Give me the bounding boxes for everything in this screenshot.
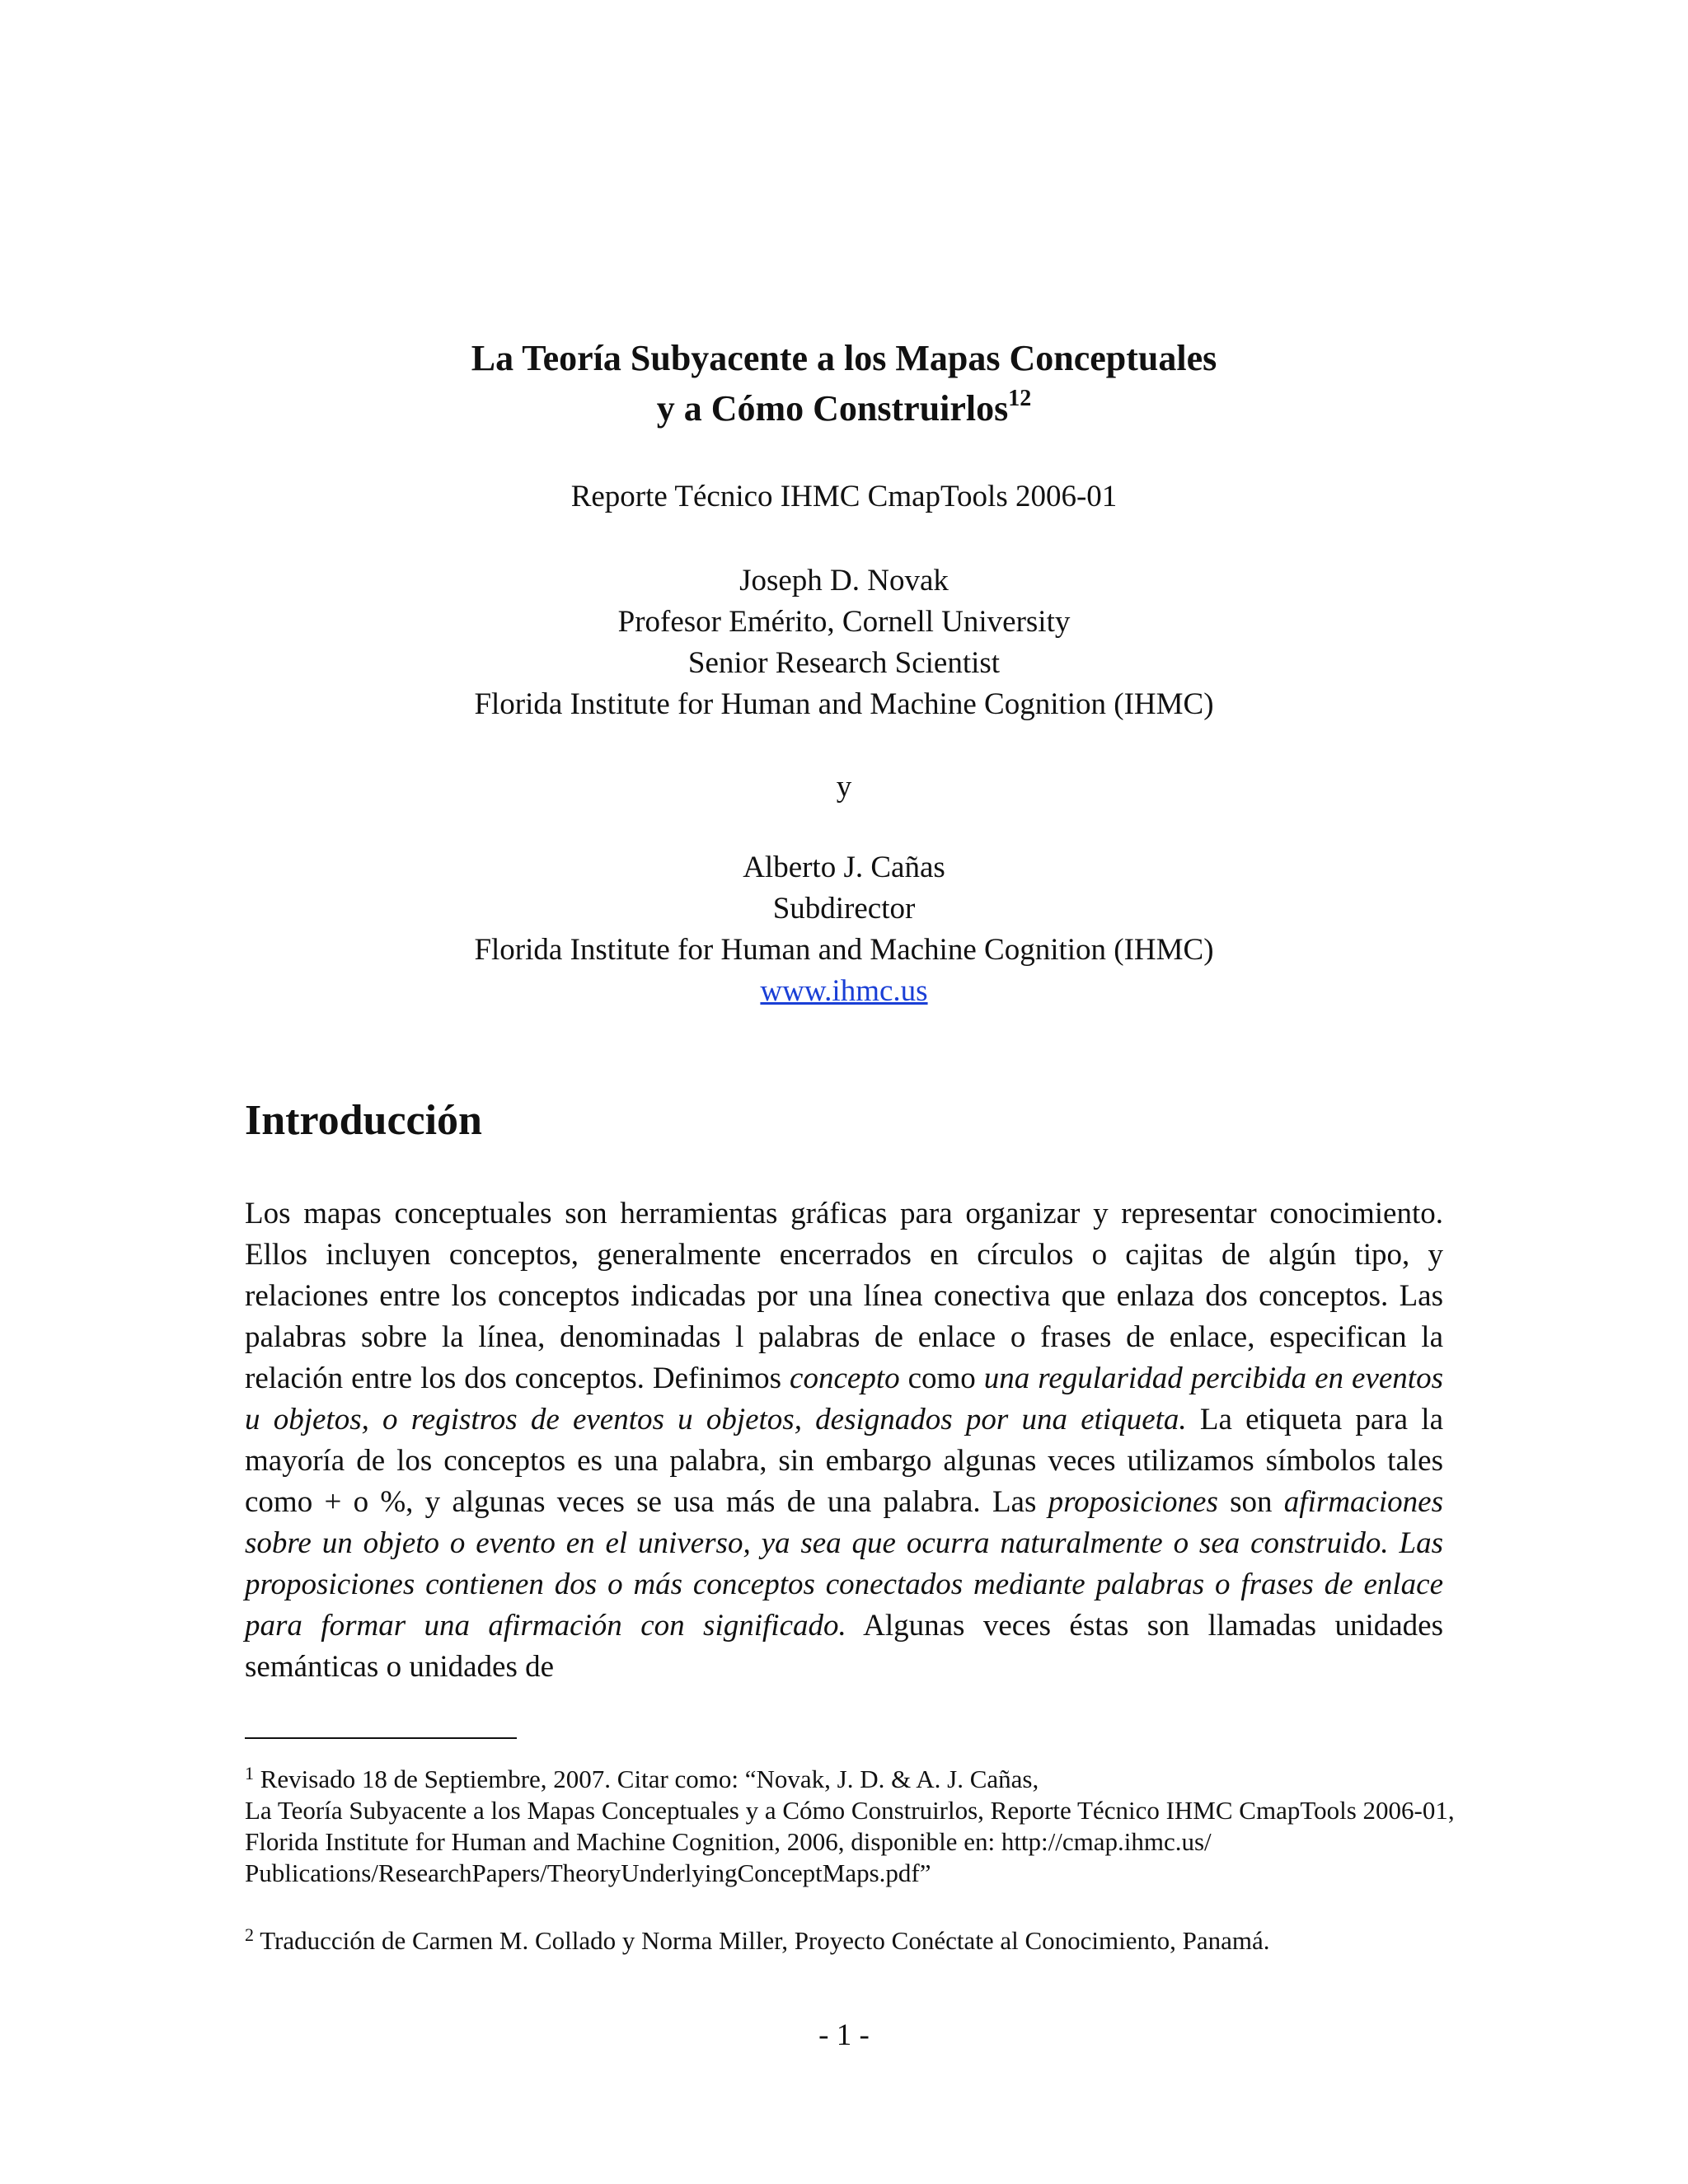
- section-heading-introduccion: Introducción: [245, 1097, 482, 1144]
- title-footnote-marks: 12: [1008, 386, 1032, 411]
- footnote-2-mark: 2: [245, 1924, 254, 1945]
- footnote-1-rest: La Teoría Subyacente a los Mapas Conceptuales y a Cómo Construirlos, Reporte Técnico IHMC CmapTools 2006-01, Florida Institute for Human and Machine Cognition, 2006, disponible en: http://cmap.ihmc.us/ Publications/ResearchPapers/TheoryUnderlyingConceptMaps.pdf: [245, 1796, 1455, 1887]
- title-line-2-text: y a Cómo Construirlos: [656, 388, 1009, 429]
- footnote-1-close-quote: ”: [919, 1858, 931, 1887]
- author1-role-1: Profesor Emérito, Cornell University: [617, 605, 1071, 639]
- intro-text-part: La etiqueta para la mayoría de los conceptos es una palabra, sin embargo algunas veces utilizamos símbolos tales como + o %, y algunas veces se usa más de una palabra. Las: [245, 1403, 1444, 1519]
- footnote-1-mark: 1: [245, 1763, 254, 1783]
- intro-italic-proposiciones: proposiciones: [1048, 1485, 1218, 1519]
- author1-institution: Florida Institute for Human and Machine Cognition (IHMC): [474, 687, 1214, 721]
- page-number: - 1 -: [818, 2018, 870, 2052]
- intro-paragraph: [245, 1193, 1443, 1688]
- intro-text-part: Algunas veces éstas son llamadas unidades semánticas o unidades de: [245, 1609, 1444, 1684]
- author1-name: Joseph D. Novak: [739, 564, 949, 598]
- intro-italic-definition: una regularidad percibida en eventos u objetos, o registros de eventos u objetos, designados por una etiqueta.: [245, 1361, 1443, 1436]
- footnote-1-line1: Revisado 18 de Septiembre, 2007. Citar como: “Novak, J. D. & A. J. Cañas,: [254, 1765, 1039, 1793]
- footnote-2-text: Traducción de Carmen M. Collado y Norma Miller, Proyecto Conéctate al Conocimiento, Panamá.: [254, 1926, 1270, 1955]
- intro-italic-concepto: concepto: [790, 1361, 900, 1395]
- title-line-1: La Teoría Subyacente a los Mapas Conceptuales: [471, 338, 1217, 378]
- intro-text-part: Los mapas conceptuales son herramientas gráficas para organizar y representar conocimiento. Ellos incluyen conceptos, generalmente encerrados en círculos o cajitas de algún tipo, y relaciones entre los conceptos indicadas por una línea conectiva que enlaza dos conceptos. Las palabras sobre la línea, denominadas l palabras de enlace o frases de enlace, especifican la relación entre los dos conceptos. Definimos: [245, 1197, 1443, 1395]
- author1-role-2: Senior Research Scientist: [687, 646, 1001, 680]
- author2-institution: Florida Institute for Human and Machine Cognition (IHMC): [474, 933, 1214, 967]
- author-conjunction: y: [836, 770, 852, 804]
- title-line-2: [0, 384, 1688, 434]
- author2-name: Alberto J. Cañas: [743, 851, 945, 884]
- footnote-separator: [245, 1737, 517, 1739]
- intro-italic-proposition-definition: afirmaciones sobre un objeto o evento en el universo, ya sea que ocurra naturalmente o sea construido. Las proposiciones contienen dos o más conceptos conectados mediante palabras o frases de enlace para formar una afirmación con significado.: [245, 1485, 1443, 1643]
- intro-text-part: como: [899, 1361, 984, 1395]
- footnote-1: [245, 1764, 1456, 1889]
- website-link[interactable]: www.ihmc.us: [760, 974, 928, 1008]
- author2-role: Subdirector: [772, 892, 916, 926]
- footnote-2: [245, 1925, 1456, 1957]
- report-number: Reporte Técnico IHMC CmapTools 2006-01: [570, 480, 1118, 513]
- intro-text-part: son: [1217, 1485, 1284, 1519]
